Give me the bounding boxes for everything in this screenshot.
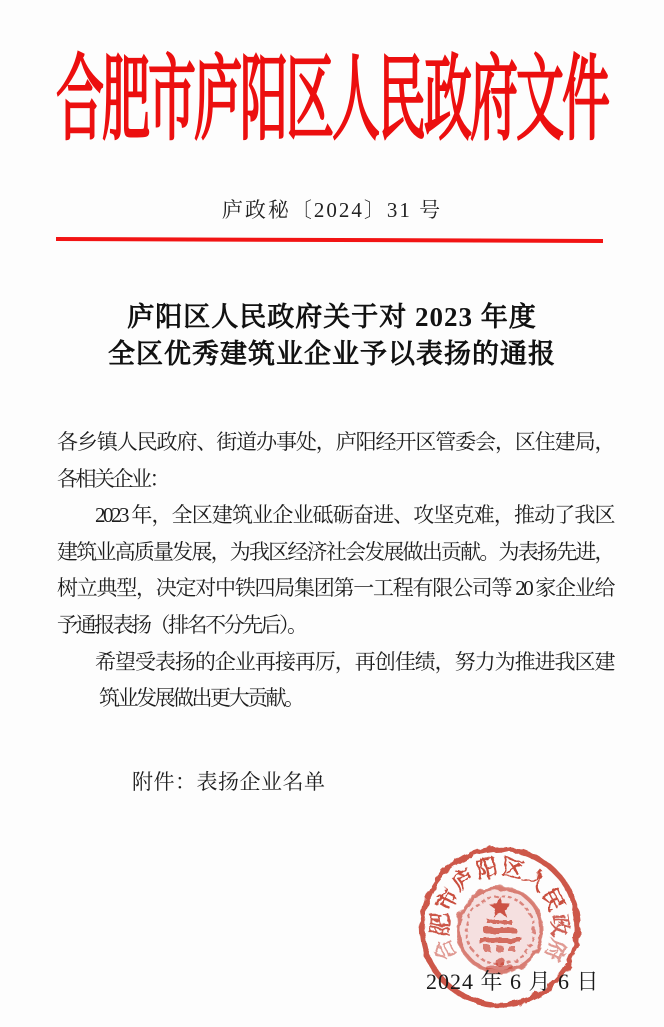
seal-national-emblem bbox=[457, 887, 543, 973]
document-title bbox=[0, 299, 664, 373]
document-date: 2024 年 6 月 6 日 bbox=[426, 969, 600, 994]
body-line: 予通报表扬（排名不分先后）。 bbox=[57, 612, 306, 637]
body-line: 树立典型，决定对中铁四局集团第一工程有限公司等 20 家企业给 bbox=[57, 576, 613, 601]
body-line: 各乡镇人民政府、街道办事处，庐阳经开区管委会，区住建局， bbox=[57, 430, 613, 454]
body-line: 2023 年，全区建筑业企业砥砺奋进、攻坚克难，推动了我区 bbox=[95, 503, 613, 528]
attachment-note: 附件：表扬企业名单 bbox=[132, 770, 326, 794]
body-line: 希望受表扬的企业再接再厉，再创佳绩，努力为推进我区建 bbox=[95, 649, 613, 674]
document-title-line2: 全区优秀建筑业企业予以表扬的通报 bbox=[108, 339, 556, 369]
document-number: 庐政秘〔2024〕31 号 bbox=[221, 198, 443, 222]
letterhead-title: 合肥市庐阳区人民政府文件 bbox=[55, 49, 608, 153]
body-line: 各相关企业： bbox=[57, 466, 168, 491]
seal-char: 市 bbox=[431, 883, 464, 916]
seal-char: 阳 bbox=[473, 854, 501, 884]
seal-char: 庐 bbox=[447, 863, 481, 897]
body-line: 建筑业高质量发展，为我区经济社会发展做出贡献。为表扬先进， bbox=[57, 539, 613, 564]
seal-char: 合 bbox=[429, 934, 461, 965]
body-line: 筑业发展做出更大贡献。 bbox=[99, 686, 303, 711]
seal-char: 府 bbox=[539, 934, 571, 965]
seal-char: 区 bbox=[499, 854, 527, 884]
seal-char: 人 bbox=[519, 863, 553, 897]
seal-char: 民 bbox=[536, 883, 569, 916]
seal-char: 政 bbox=[546, 912, 573, 936]
document-title-line1: 庐阳区人民政府关于对 2023 年度 bbox=[127, 302, 537, 332]
document-body bbox=[57, 424, 613, 717]
seal-char: 肥 bbox=[427, 912, 454, 936]
red-separator-line bbox=[56, 237, 603, 243]
